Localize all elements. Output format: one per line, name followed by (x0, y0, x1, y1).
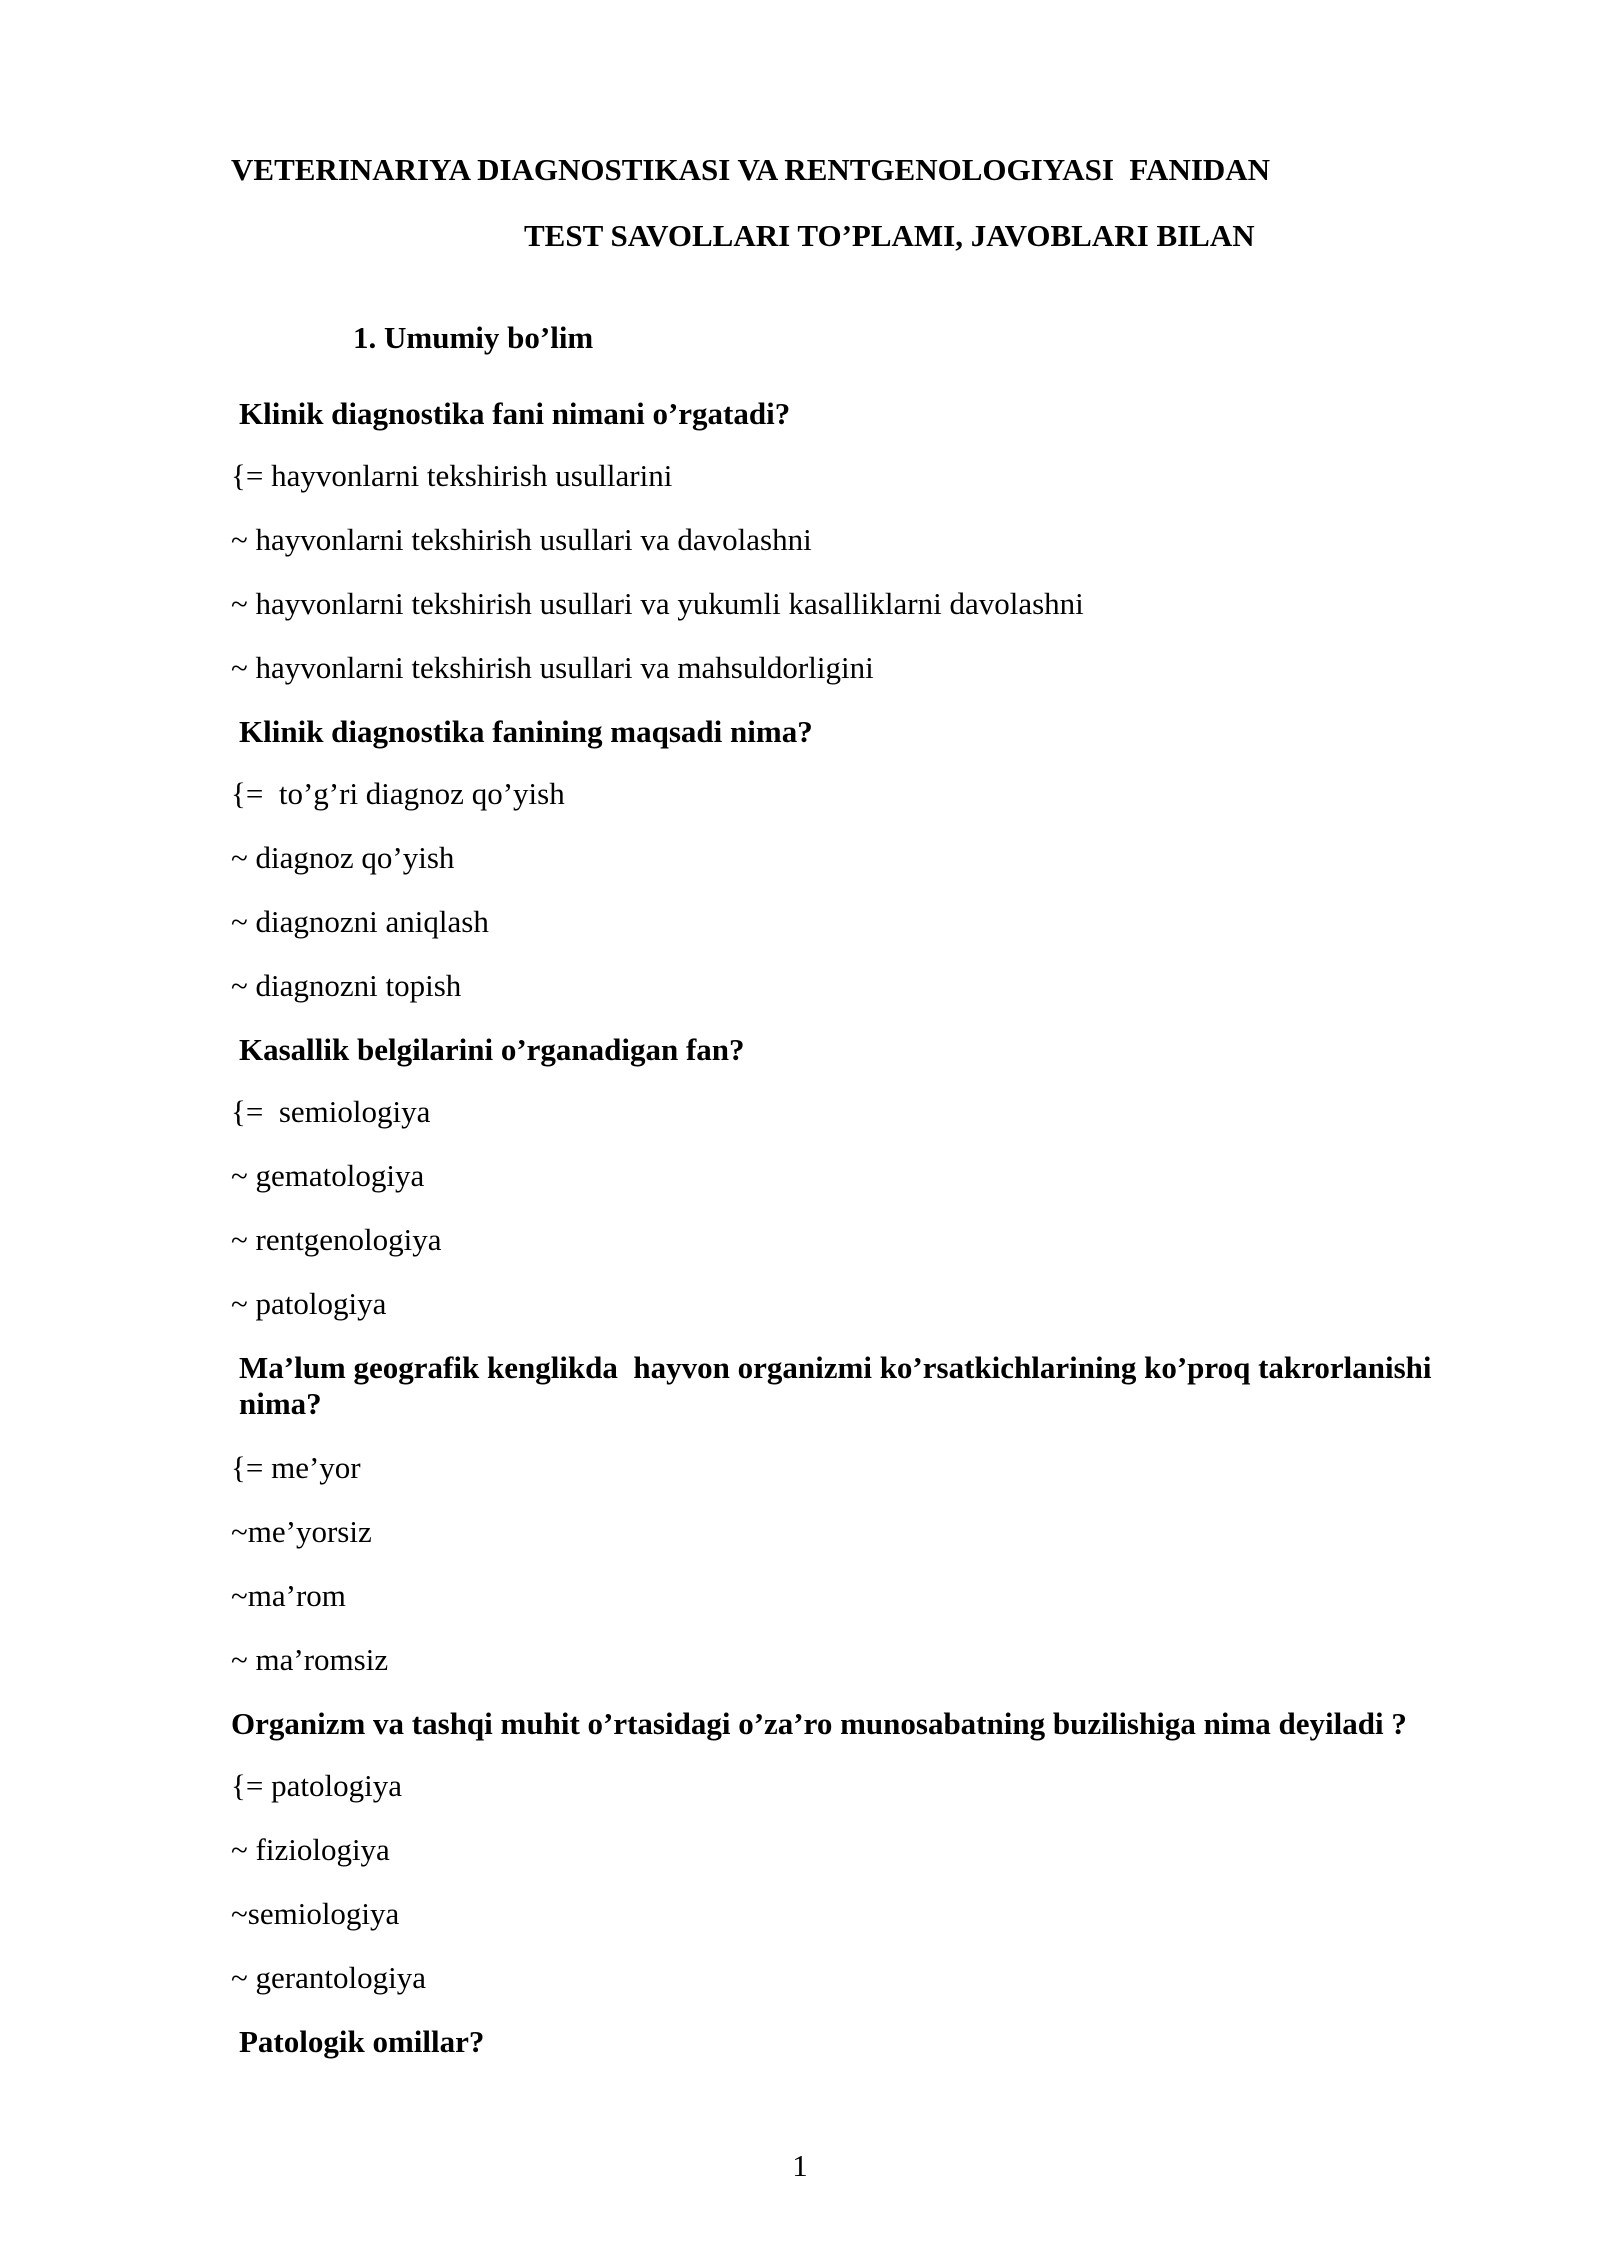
answer-5-3: ~semiologiya (231, 1896, 400, 1931)
answer-5-1: {= patologiya (231, 1768, 402, 1803)
answer-2-3: ~ diagnozni aniqlash (231, 904, 489, 939)
answer-2-1: {= to’g’ri diagnoz qo’yish (231, 776, 565, 811)
question-3: Kasallik belgilarini o’rganadigan fan? (239, 1032, 745, 1067)
answer-3-4: ~ patologiya (231, 1286, 387, 1321)
answer-4-2: ~me’yorsiz (231, 1514, 372, 1549)
answer-2-4: ~ diagnozni topish (231, 968, 462, 1003)
answer-3-1: {= semiologiya (231, 1094, 431, 1129)
answer-3-3: ~ rentgenologiya (231, 1222, 442, 1257)
answer-1-3: ~ hayvonlarni tekshirish usullari va yukumli kasalliklarni davolashni (231, 586, 1084, 621)
document-title-line-1: VETERINARIYA DIAGNOSTIKASI VA RENTGENOLOGIYASI FANIDAN (231, 152, 1271, 187)
document-title-line-2: TEST SAVOLLARI TO’PLAMI, JAVOBLARI BILAN (524, 218, 1255, 253)
answer-4-1: {= me’yor (231, 1450, 361, 1485)
question-6: Patologik omillar? (239, 2024, 485, 2059)
answer-4-3: ~ma’rom (231, 1578, 346, 1613)
question-5: Organizm va tashqi muhit o’rtasidagi o’za’ro munosabatning buzilishiga nima deyiladi ? (231, 1706, 1407, 1741)
answer-2-2: ~ diagnoz qo’yish (231, 840, 455, 875)
answer-5-2: ~ fiziologiya (231, 1832, 390, 1867)
answer-5-4: ~ gerantologiya (231, 1960, 426, 1995)
question-list (231, 396, 1511, 2086)
answer-1-4: ~ hayvonlarni tekshirish usullari va mahsuldorligini (231, 650, 874, 685)
answer-3-2: ~ gematologiya (231, 1158, 425, 1193)
answer-1-1: {= hayvonlarni tekshirish usullarini (231, 458, 673, 493)
answer-4-4: ~ ma’romsiz (231, 1642, 389, 1677)
answer-1-2: ~ hayvonlarni tekshirish usullari va davolashni (231, 522, 812, 557)
question-4: Ma’lum geografik kenglikda hayvon organizmi ko’rsatkichlarining ko’proq takrorlanishi nima? (239, 1350, 1440, 1421)
section-heading: 1. Umumiy bo’lim (353, 320, 594, 355)
question-1: Klinik diagnostika fani nimani o’rgatadi? (239, 396, 791, 431)
page-number: 1 (792, 2148, 808, 2183)
question-2: Klinik diagnostika fanining maqsadi nima? (239, 714, 813, 749)
